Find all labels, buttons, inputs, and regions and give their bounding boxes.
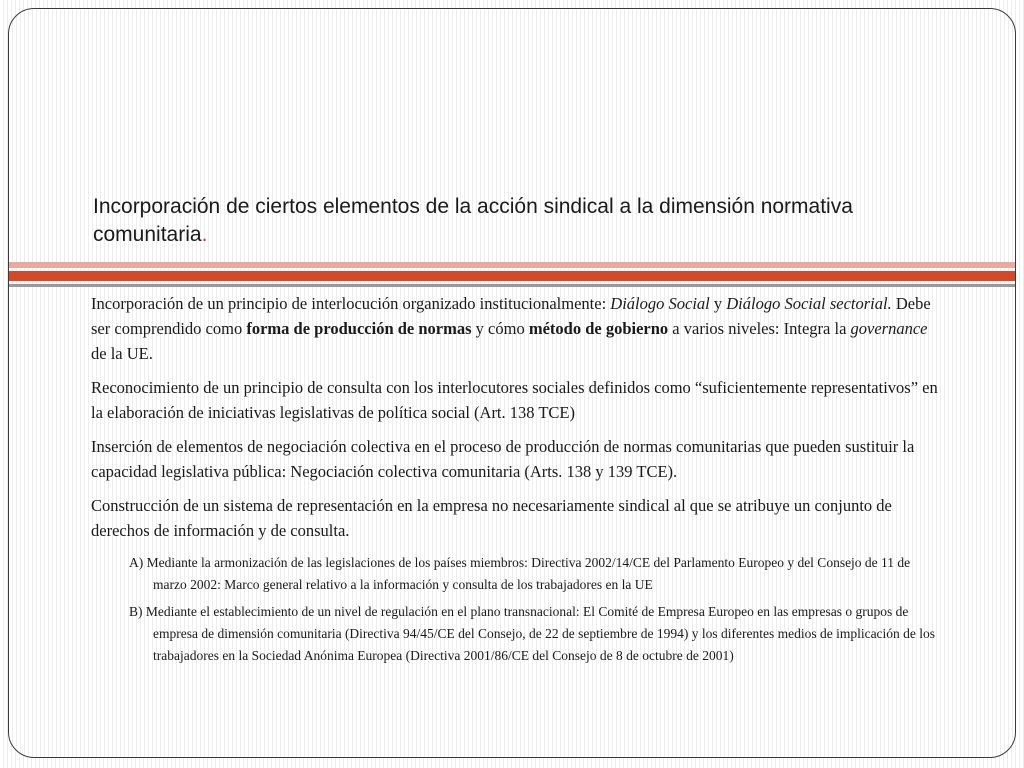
subitem-a-armonizacion: A) Mediante la armonización de las legislaciones de los países miembros: Directiva 2002/14/CE del Parlamento Europeo y del Consejo de 11 de marzo 2002: Marco general relativo a la información y consulta de los trabajadores en la UE bbox=[129, 555, 911, 592]
divider-band-light bbox=[9, 262, 1015, 268]
slide-body bbox=[91, 291, 943, 672]
title-divider-bands bbox=[9, 262, 1015, 287]
p1-text-i: a varios niveles: Integra la bbox=[668, 319, 851, 338]
slide-frame bbox=[8, 8, 1016, 758]
divider-band-gray bbox=[9, 284, 1015, 287]
p1-bold-metodo-gobierno: método de gobierno bbox=[528, 319, 669, 338]
subitem-b-transnacional: B) Mediante el establecimiento de un nivel de regulación en el plano transnacional: El Comité de Empresa Europeo en las empresas o grupos de empresa de dimensión comunitaria (Directiva 94/45/CE del Consejo, de 22 de septiembre de 1994) y los diferentes medios de implicación de los trabajadores en la Sociedad Anónima Europea (Directiva 2001/86/CE del Consejo de 8 de octubre de 2001) bbox=[129, 604, 936, 663]
divider-band-accent bbox=[9, 271, 1015, 281]
slide-title bbox=[93, 193, 953, 249]
p1-text-c: y bbox=[709, 294, 727, 313]
paragraph-dialogo-social bbox=[91, 291, 943, 366]
p1-italic-governance: governance bbox=[850, 319, 928, 338]
p1-text-a: Incorporación de un principio de interlocución organizado institucionalmente: bbox=[91, 294, 611, 313]
slide-title-text: Incorporación de ciertos elementos de la acción sindical a la dimensión normativa comunitaria bbox=[93, 195, 853, 246]
paragraph-consulta: Reconocimiento de un principio de consulta con los interlocutores sociales definidos como “suficientemente representativos” en la elaboración de iniciativas legislativas de política social (Art. 138 TCE) bbox=[91, 378, 938, 422]
p1-text-e: Debe ser comprendido como bbox=[91, 294, 931, 338]
p1-italic-dialogo-social: Diálogo Social bbox=[610, 294, 710, 313]
p1-text-g: y cómo bbox=[471, 319, 529, 338]
paragraph-negociacion: Inserción de elementos de negociación colectiva en el proceso de producción de normas comunitarias que pueden sustituir la capacidad legislativa pública: Negociación colectiva comunitaria (Arts. 138 y 139 TCE). bbox=[91, 437, 915, 481]
p1-italic-dialogo-sectorial: Diálogo Social sectorial. bbox=[726, 294, 892, 313]
p1-bold-forma-produccion: forma de producción de normas bbox=[246, 319, 472, 338]
paragraph-representacion: Construcción de un sistema de representación en la empresa no necesariamente sindical al que se atribuye un conjunto de derechos de información y de consulta. bbox=[91, 496, 892, 540]
slide-title-dot: . bbox=[201, 223, 208, 246]
p1-text-k: de la UE. bbox=[91, 344, 153, 363]
